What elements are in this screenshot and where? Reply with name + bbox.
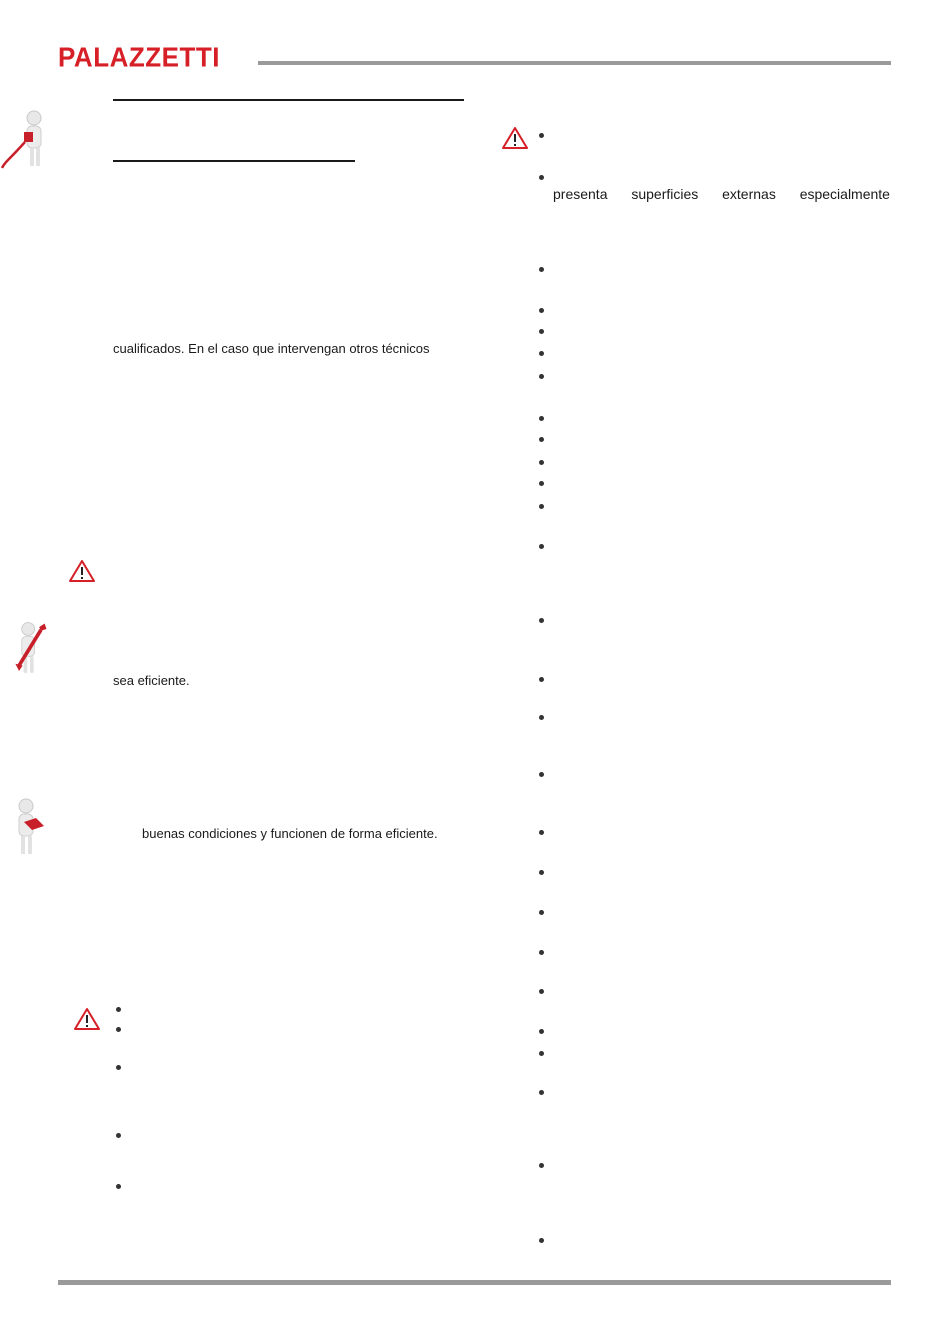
bullet	[539, 870, 544, 875]
word: superficies	[631, 186, 699, 202]
heading-underline-2	[113, 160, 355, 162]
bullet	[539, 1090, 544, 1095]
heading-underline-1	[113, 99, 464, 101]
bullet	[539, 1163, 544, 1168]
bullet	[539, 351, 544, 356]
justified-text-line	[553, 186, 890, 202]
bullet	[539, 329, 544, 334]
bullet	[539, 460, 544, 465]
bullet	[116, 1007, 121, 1012]
bullet	[539, 830, 544, 835]
footer-rule	[58, 1280, 891, 1285]
bullet	[539, 715, 544, 720]
bullet	[539, 481, 544, 486]
bullet	[539, 437, 544, 442]
bullet	[539, 1238, 544, 1243]
bullet	[539, 677, 544, 682]
body-text-line: cualificados. En el caso que intervengan otros técnicos	[113, 341, 430, 356]
bullet	[116, 1065, 121, 1070]
word: externas	[722, 186, 776, 202]
bullet	[116, 1027, 121, 1032]
bullet	[539, 504, 544, 509]
bullet	[539, 374, 544, 379]
word: especialmente	[799, 186, 890, 202]
bullet	[539, 1051, 544, 1056]
word: presenta	[553, 186, 608, 202]
warning-triangle-icon	[501, 126, 529, 150]
bullet	[539, 267, 544, 272]
bullet	[539, 544, 544, 549]
bullet	[539, 1029, 544, 1034]
bullet	[539, 416, 544, 421]
bullet	[539, 175, 544, 180]
bullet	[539, 133, 544, 138]
bullet	[116, 1184, 121, 1189]
body-text-line: buenas condiciones y funcionen de forma eficiente.	[142, 826, 438, 841]
figure-with-plug-icon	[0, 108, 60, 172]
bullet	[539, 950, 544, 955]
body-text-line: sea eficiente.	[113, 673, 190, 688]
bullet	[539, 618, 544, 623]
bullet	[539, 989, 544, 994]
figure-with-manual-icon	[0, 796, 60, 860]
warning-triangle-icon	[73, 1007, 101, 1031]
bullet	[539, 910, 544, 915]
figure-with-wrench-icon	[0, 618, 60, 682]
header-rule	[258, 61, 891, 65]
bullet	[116, 1133, 121, 1138]
bullet	[539, 772, 544, 777]
bullet	[539, 308, 544, 313]
warning-triangle-icon	[68, 559, 96, 583]
brand-logo: PALAZZETTI	[58, 41, 220, 73]
